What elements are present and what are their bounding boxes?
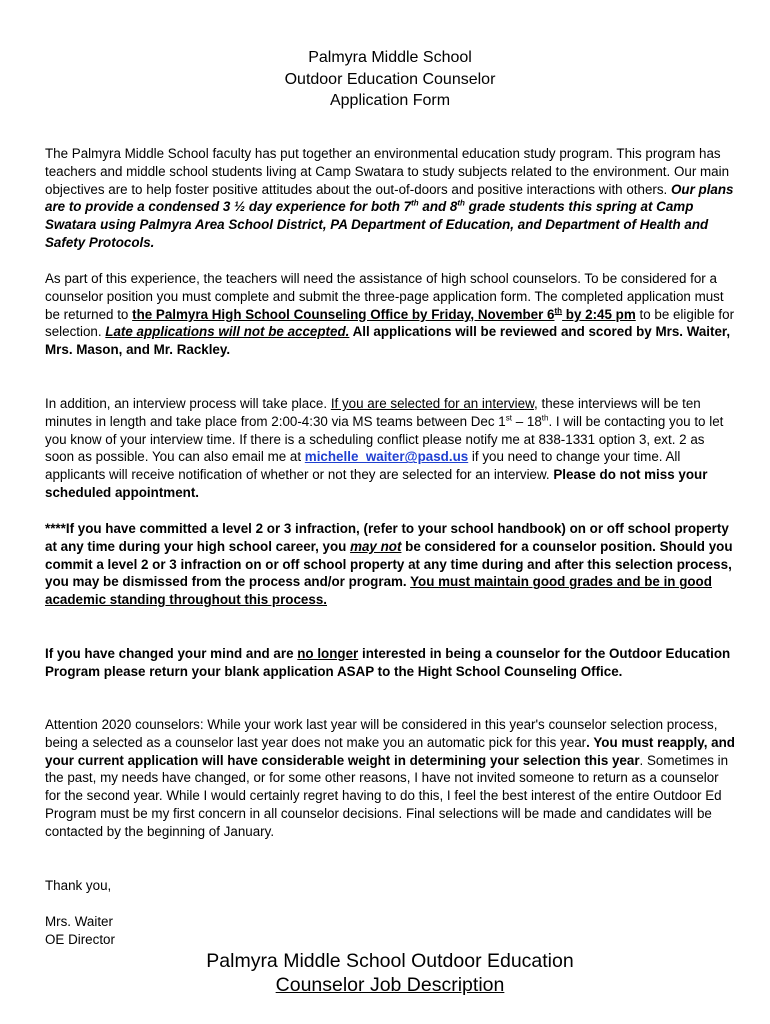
application-sup-th: th [554, 306, 563, 316]
withdraw-instructions: interested in being a counselor for the Outdoor Education Program please return your blank application ASAP to the Hight School Counseling Office. [45, 646, 731, 679]
intro-sup-th-2: th [457, 198, 465, 208]
reapply-notice: . You must reapply, and your current application will have considerable weight in determining your selection this year [45, 734, 735, 768]
application-text: As part of this experience, the teachers will need the assistance of high school counselors. To be considered for a counselor position you must complete and submit the three-page application form. The completed application must be returned to [45, 271, 724, 322]
header-program-name: Outdoor Education Counselor [284, 70, 496, 88]
application-deadline-office: the Palmyra High School Counseling Office by Friday, November 6 [132, 306, 555, 322]
grades-requirement: You must maintain good grades and be in good academic standing throughout this process. [45, 574, 712, 608]
review-notice: All applications will be reviewed and scored by Mrs. Waiter, Mrs. Mason, and Mr. Rackley. [45, 324, 731, 358]
may-not-emphasis: may not [350, 538, 402, 554]
infraction-text: ****If you have committed a level 2 or 3 infraction, (refer to your school handbook) on or off school property at any time during your high school career, you [45, 521, 729, 554]
interview-contact: . I will be contacting you to let you know of your interview time. If there is a scheduling conflict please notify me at 838-1331 option 3, ext. 2 as soon as possible. You can also email me at [45, 413, 724, 465]
intro-paragraph [45, 145, 735, 252]
returning-counselors-paragraph [45, 716, 735, 841]
job-description-subtitle-wrap [45, 973, 735, 997]
withdraw-text: If you have changed your mind and are [45, 646, 298, 661]
intro-text: The Palmyra Middle School faculty has put together an environmental education study program. This program has teachers and middle school students living at Camp Swatara to study subjects related to the environment. Our main objectives are to help foster positive attitudes about the out-of-doors and positive interactions with others. [45, 146, 730, 197]
interview-notification: if you need to change your time. All applicants will receive notification of whether or not they are selected for an interview. [45, 449, 681, 483]
job-description-subtitle: Counselor Job Description [275, 974, 505, 996]
returning-text: Attention 2020 counselors: While your work last year will be considered in this year's counselor selection process, being a selected as a counselor last year does not make you an automatic pick for this year [45, 717, 718, 750]
interview-paragraph [45, 395, 735, 502]
intro-plans-text: Our plans are to provide a condensed 3 ½ day experience for both 7 [45, 181, 734, 215]
application-paragraph [45, 270, 735, 359]
interview-selected-text: If you are selected for an interview [330, 396, 535, 411]
returning-details: . Sometimes in the past, my needs have changed, or for some other reasons, I have not invited someone to return as a counselor for the second year. While I would certainly regret having to do this, I feel the best interest of the entire Outdoor Ed Program must be my first concern in all counselor decisions. Final selections will be made and candidates will be contacted by the beginning of January. [45, 752, 729, 839]
closing-thanks: Thank you, [45, 878, 112, 893]
interview-sup-th: th [541, 413, 549, 423]
late-applications-warning: Late applications will not be accepted. [105, 324, 350, 340]
interview-intro: In addition, an interview process will take place. [45, 396, 331, 411]
intro-plans-protocols: grade students this spring at Camp Swatara using Palmyra Area School District, PA Department of Education, and Department of Health and Safety Protocols. [45, 199, 709, 250]
interview-sup-st: st [505, 413, 512, 423]
no-longer-emphasis: no longer [297, 646, 359, 661]
infraction-paragraph [45, 520, 735, 609]
intro-plans-and: and 8 [418, 199, 458, 215]
application-eligibility: to be eligible for selection. [45, 306, 735, 340]
appointment-warning: Please do not miss your scheduled appointment. [45, 467, 708, 500]
intro-sup-th-1: th [411, 198, 419, 208]
withdraw-paragraph [45, 645, 735, 681]
signature-title: OE Director [45, 932, 115, 947]
email-link[interactable]: michelle_waiter@pasd.us [304, 449, 469, 465]
interview-details: , these interviews will be ten minutes in length and take place from 2:00-4:30 via MS teams between Dec 1 [45, 396, 701, 429]
header-school-name: Palmyra Middle School [308, 49, 472, 66]
header-form-title: Application Form [329, 92, 451, 109]
signature-name: Mrs. Waiter [45, 914, 113, 929]
job-description-title: Palmyra Middle School Outdoor Education [206, 950, 574, 972]
document-header [45, 47, 735, 112]
infraction-dismissal: be considered for a counselor position. Should you commit a level 2 or 3 infraction on or off school property at any time during and after this selection process, you may be dismissed from the process and/or program. [45, 538, 733, 590]
application-deadline-time: by 2:45 pm [562, 306, 636, 322]
interview-dash: – 18 [511, 413, 542, 429]
